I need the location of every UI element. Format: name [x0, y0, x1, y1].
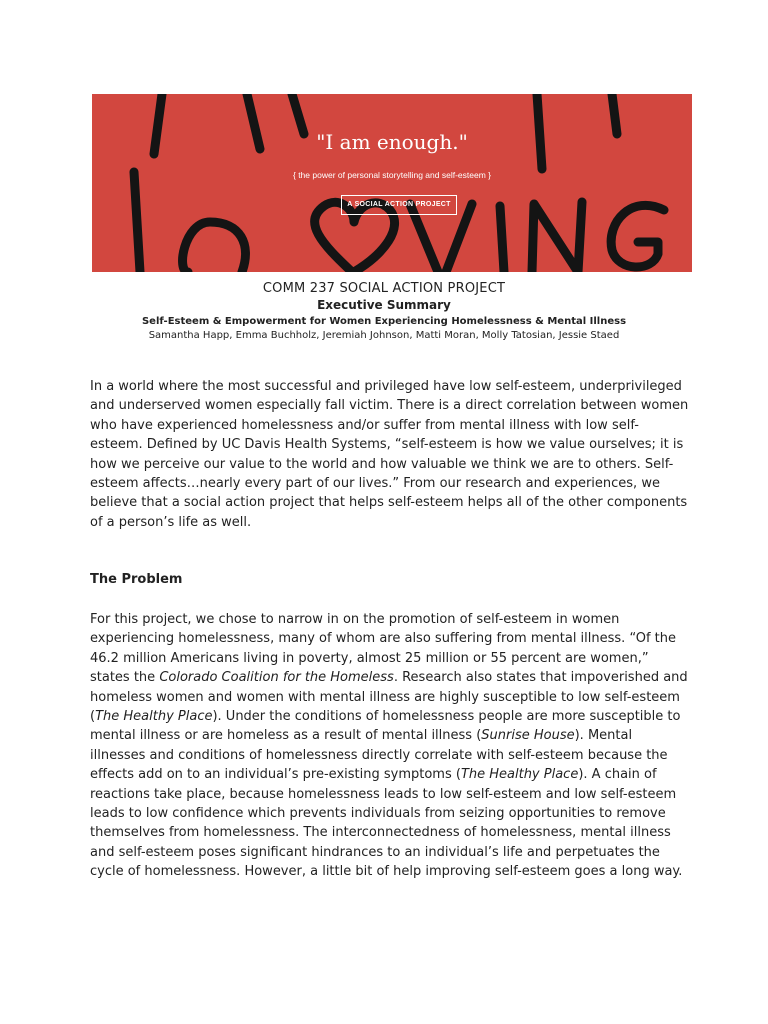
citation-healthy-place: The Healthy Place: [95, 709, 213, 725]
citation-healthy-place-2: The Healthy Place: [460, 767, 579, 783]
author-list: Samantha Happ, Emma Buchholz, Jeremiah Johnson, Matti Moran, Molly Tatosian, Jessie Staed: [148, 330, 620, 341]
problem-text-3: ). Under the conditions of homelessness people are more susceptible to mental illness or are homeless as a result of mental illness (: [90, 709, 681, 744]
problem-text-5: ). A chain of reactions take place, because homelessness leads to low self-esteem and low self-esteem leads to low confidence which prevents individuals from seizing opportunities to remove themselves from homelessness. The interconnectedness of homelessness, mental illness and self-esteem poses significant hindrances to an individual’s life and perpetuates the cycle of homelessness. However, a little bit of help improving self-esteem goes a long way.: [90, 767, 683, 880]
banner-subtitle: { the power of personal storytelling and self-esteem }: [293, 170, 491, 180]
intro-paragraph: In a world where the most successful and privileged have low self-esteem, underprivileged and underserved women especially fall victim. There is a direct correlation between women who have experienced homelessness and/or suffer from mental illness with low self-esteem. Defined by UC Davis Health Systems, “self-esteem is how we value ourselves; it is how we perceive our value to the world and how valuable we think we are to others. Self-esteem affects…nearly every part of our lives.” From our research and experiences, we believe that a social action project that helps self-esteem helps all of the other components of a person’s life as well.: [90, 379, 689, 530]
project-topic: Self-Esteem & Empowerment for Women Experiencing Homelessness & Mental Illness: [141, 316, 627, 327]
problem-heading: The Problem: [90, 572, 183, 587]
banner-quote: "I am enough.": [316, 130, 468, 154]
social-action-project-button[interactable]: A SOCIAL ACTION PROJECT: [341, 195, 457, 215]
problem-paragraph: [90, 610, 690, 882]
problem-text-4: ). Mental illnesses and conditions of homelessness directly correlate with self-esteem because the effects add on to an individual’s pre-existing symptoms (: [90, 728, 668, 783]
problem-text-2: . Research also states that impoverished and homeless women and women with mental illness are highly susceptible to low self-esteem (: [90, 670, 688, 725]
citation-colorado-coalition: Colorado Coalition for the Homeless: [159, 670, 394, 686]
citation-sunrise-house: Sunrise House: [481, 728, 575, 744]
course-title: COMM 237 SOCIAL ACTION PROJECT: [262, 281, 506, 296]
problem-text-1: For this project, we chose to narrow in on the promotion of self-esteem in women experiencing homelessness, many of whom are also suffering from mental illness. “Of the 46.2 million Americans living in poverty, almost 25 million or 55 percent are women,” states the: [90, 612, 676, 686]
document-header: [0, 280, 768, 343]
document-type: Executive Summary: [317, 298, 451, 312]
header-banner: [92, 94, 692, 272]
loving-handwriting-graphic: [92, 94, 692, 272]
